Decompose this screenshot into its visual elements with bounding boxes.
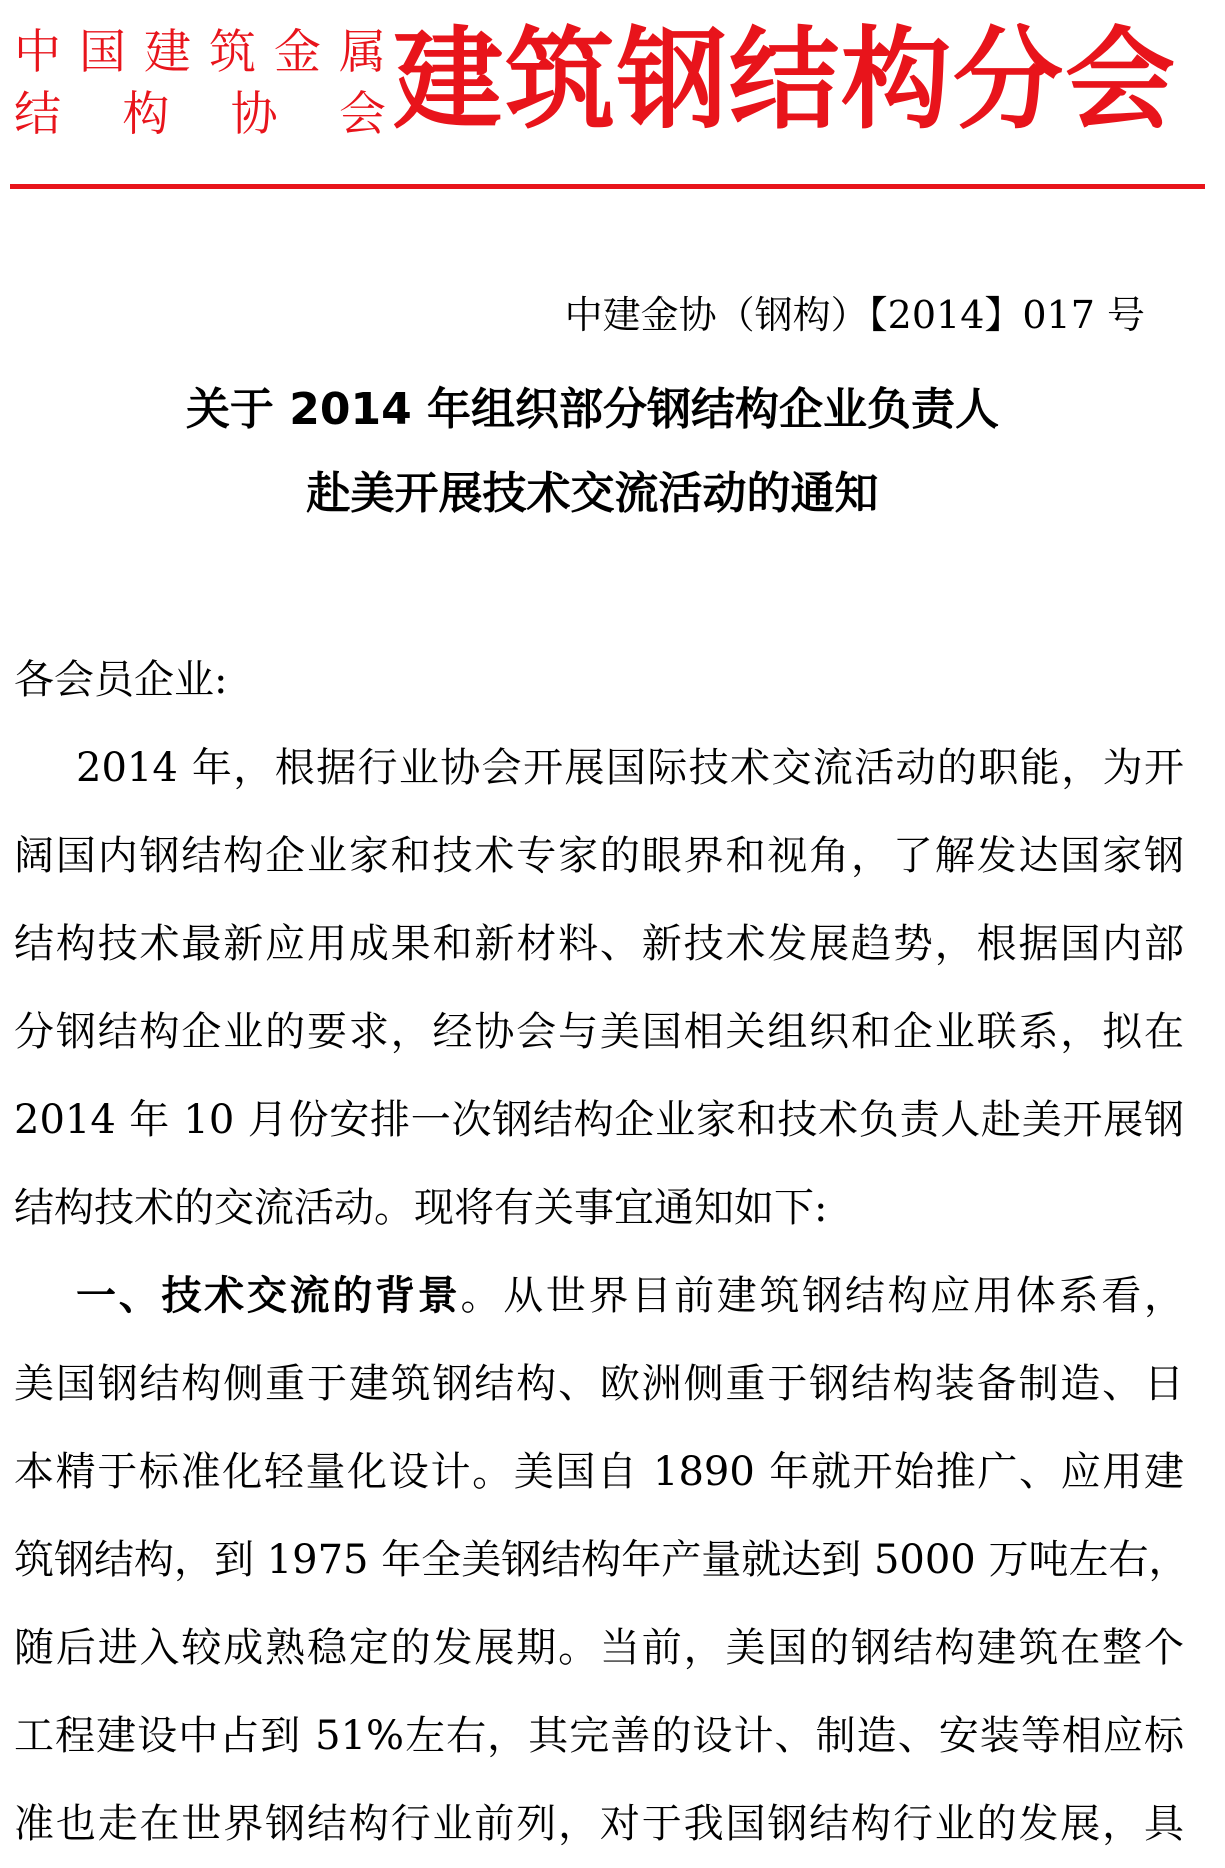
body-line: 结构技术的交流活动。现将有关事宜通知如下: xyxy=(14,1185,828,1231)
organization-name-line-2 xyxy=(14,80,386,142)
organization-name-line-1 xyxy=(14,18,386,80)
org-char: 筑 xyxy=(209,25,256,80)
document-title-line-1: 关于 2014 年组织部分钢结构企业负责人 xyxy=(185,384,1000,435)
body-line: 筑钢结构，到 1975 年全美钢结构年产量就达到 5000 万吨左右， xyxy=(14,1537,1189,1583)
body-line: 阔国内钢结构企业家和技术专家的眼界和视角，了解发达国家钢 xyxy=(14,833,1184,879)
section-1-heading: 一、技术交流的背景 xyxy=(76,1273,461,1319)
body-line: 本精于标准化轻量化设计。美国自 1890 年就开始推广、应用建 xyxy=(14,1449,1184,1495)
organization-name-small xyxy=(14,18,386,142)
org-char: 建 xyxy=(144,25,191,80)
section-1-first-line xyxy=(14,1252,1184,1340)
organization-name-large: 建筑钢结构分会 xyxy=(393,16,1177,144)
body-line: 结构技术最新应用成果和新材料、新技术发展趋势，根据国内部 xyxy=(14,921,1184,967)
section-1-first-line-text: 。从世界目前建筑钢结构应用体系看， xyxy=(460,1273,1185,1319)
body-line: 分钢结构企业的要求，经协会与美国相关组织和企业联系，拟在 xyxy=(14,1009,1184,1055)
org-char: 属 xyxy=(339,25,386,80)
body-line: 2014 年，根据行业协会开展国际技术交流活动的职能，为开 xyxy=(76,745,1184,791)
document-title-line-2: 赴美开展技术交流活动的通知 xyxy=(306,468,879,519)
body-line: 准也走在世界钢结构行业前列，对于我国钢结构行业的发展，具 xyxy=(14,1801,1184,1847)
org-char: 中 xyxy=(14,25,61,80)
salutation: 各会员企业: xyxy=(14,657,228,703)
body-line: 美国钢结构侧重于建筑钢结构、欧洲侧重于钢结构装备制造、日 xyxy=(14,1361,1184,1407)
letterhead xyxy=(0,0,1225,200)
org-char: 金 xyxy=(274,25,321,80)
letterhead-divider xyxy=(10,184,1205,189)
org-char: 构 xyxy=(122,87,170,142)
body-line: 工程建设中占到 51%左右，其完善的设计、制造、安装等相应标 xyxy=(14,1713,1184,1759)
org-char: 协 xyxy=(230,87,278,142)
document-body xyxy=(14,636,1189,1868)
body-line: 2014 年 10 月份安排一次钢结构企业家和技术负责人赴美开展钢 xyxy=(14,1097,1184,1143)
org-char: 国 xyxy=(79,25,126,80)
body-line: 随后进入较成熟稳定的发展期。当前，美国的钢结构建筑在整个 xyxy=(14,1625,1184,1671)
org-char: 结 xyxy=(14,87,61,142)
org-char: 会 xyxy=(338,87,386,142)
document-number: 中建金协（钢构）【2014】017 号 xyxy=(564,293,1145,337)
